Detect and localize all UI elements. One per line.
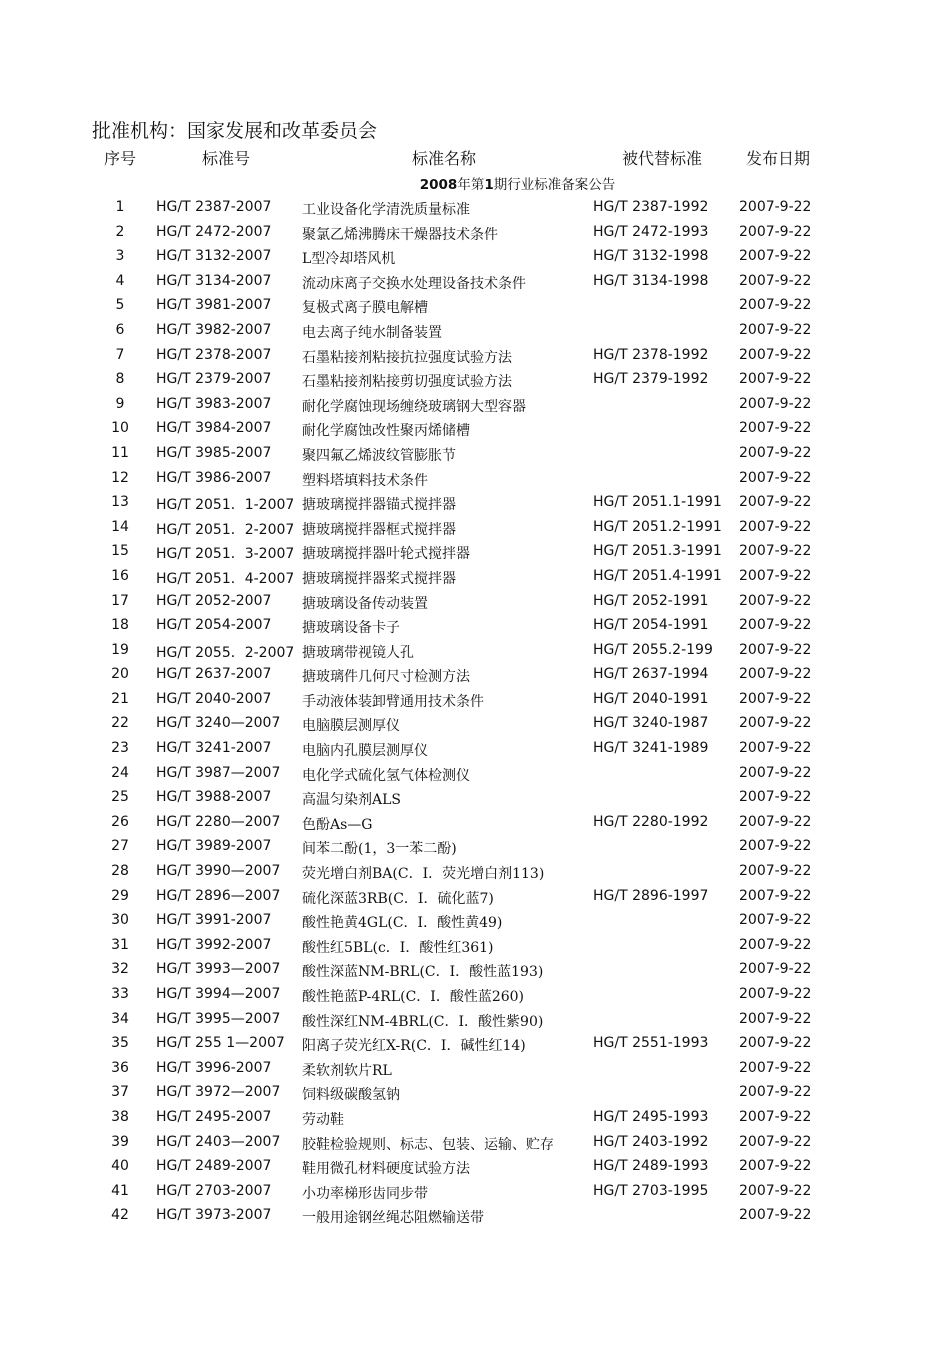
row-serial-no: 2: [115, 223, 125, 240]
row-release-date: 2007-9-22: [739, 1182, 812, 1199]
row-serial-no: 14: [111, 518, 129, 535]
row-standard-name: 劳动鞋: [302, 1111, 344, 1128]
row-release-date: 2007-9-22: [739, 838, 812, 855]
row-standard-code: HG/T 3987—2007: [156, 764, 281, 781]
row-serial-no: 34: [111, 1010, 129, 1027]
table-row: [0, 761, 950, 786]
table-row: [0, 1203, 950, 1228]
row-standard-code: HG/T 3996-2007: [156, 1059, 272, 1076]
row-standard-name: L型冷却塔风机: [302, 251, 396, 268]
row-standard-code: HG/T 3992-2007: [156, 936, 272, 953]
row-standard-name: 电去离子纯水制备装置: [302, 324, 442, 341]
row-standard-code: HG/T 2379-2007: [156, 371, 272, 388]
row-standard-code: HG/T 3973-2007: [156, 1207, 272, 1224]
row-serial-no: 11: [111, 444, 129, 461]
notice-title: [0, 173, 950, 193]
table-row: [0, 441, 950, 466]
row-release-date: 2007-9-22: [739, 863, 812, 880]
table-row: [0, 367, 950, 392]
row-release-date: 2007-9-22: [739, 469, 812, 486]
table-row: [0, 1130, 950, 1155]
row-serial-no: 25: [111, 789, 129, 806]
table-row: [0, 515, 950, 540]
row-standard-name: 色酚As—G: [302, 816, 373, 833]
row-release-date: 2007-9-22: [739, 199, 812, 215]
table-row: [0, 416, 950, 441]
row-standard-name: 间苯二酚(1，3一苯二酚): [302, 841, 457, 858]
table-row: [0, 834, 950, 859]
row-release-date: 2007-9-22: [739, 494, 812, 511]
row-standard-name: 耐化学腐蚀改性聚丙烯储槽: [302, 423, 470, 440]
row-replaced-standard: HG/T 2051.4-1991: [593, 567, 722, 584]
row-serial-no: 35: [111, 1035, 129, 1052]
row-serial-no: 29: [111, 887, 129, 904]
row-release-date: 2007-9-22: [739, 1035, 812, 1052]
row-standard-code: HG/T 2472-2007: [156, 223, 272, 240]
row-standard-name: 酸性红5BL(c．I．酸性红361): [302, 939, 494, 956]
table-row: [0, 392, 950, 417]
row-standard-name: 硫化深蓝3RB(C．I．硫化蓝7): [302, 890, 494, 907]
row-standard-name: 工业设备化学清洗质量标准: [302, 202, 470, 218]
table-row: [0, 1007, 950, 1032]
row-standard-name: 耐化学腐蚀现场缠绕玻璃钢大型容器: [302, 398, 526, 415]
row-standard-code: HG/T 3994—2007: [156, 986, 281, 1002]
row-standard-name: 鞋用微孔材料硬度试验方法: [302, 1161, 470, 1178]
row-standard-name: 流动床离子交换水处理设备技术条件: [302, 275, 526, 292]
row-release-date: 2007-9-22: [739, 1059, 812, 1076]
row-serial-no: 1: [115, 199, 125, 215]
table-row: [0, 318, 950, 343]
row-serial-no: 16: [111, 567, 129, 584]
table-row: [0, 269, 950, 294]
row-replaced-standard: HG/T 3241-1989: [593, 740, 709, 757]
row-serial-no: 26: [111, 813, 129, 830]
row-standard-code: HG/T 3134-2007: [156, 272, 272, 289]
row-standard-code: HG/T 2280—2007: [156, 813, 281, 830]
notice-year: 2008: [419, 177, 458, 193]
row-standard-code: HG/T 3241-2007: [156, 740, 272, 757]
row-release-date: 2007-9-22: [739, 1108, 812, 1125]
row-release-date: 2007-9-22: [739, 1133, 812, 1150]
row-serial-no: 23: [111, 740, 129, 757]
row-release-date: 2007-9-22: [739, 420, 812, 437]
table-row: [0, 1080, 950, 1105]
row-release-date: 2007-9-22: [739, 444, 812, 461]
row-serial-no: 19: [111, 641, 129, 658]
row-standard-name: 一般用途钢丝绳芯阻燃输送带: [302, 1210, 484, 1227]
row-standard-code: HG/T 2489-2007: [156, 1158, 272, 1175]
notice-text-1: 年第: [457, 177, 485, 193]
row-release-date: 2007-9-22: [739, 223, 812, 240]
row-standard-code: HG/T 3984-2007: [156, 420, 272, 437]
row-release-date: 2007-9-22: [739, 1158, 812, 1175]
row-standard-code: HG/T 2387-2007: [156, 199, 272, 215]
row-standard-code: HG/T 2896—2007: [156, 887, 281, 904]
row-standard-name: 胶鞋检验规则、标志、包装、运输、贮存: [302, 1136, 554, 1153]
row-serial-no: 9: [115, 395, 125, 412]
row-standard-code: HG/T 2040-2007: [156, 690, 272, 707]
row-standard-name: 聚四氟乙烯波纹管膨胀节: [302, 447, 456, 464]
row-serial-no: 7: [115, 346, 125, 363]
row-serial-no: 22: [111, 715, 129, 732]
row-standard-code: HG/T 3240—2007: [156, 715, 281, 732]
row-replaced-standard: HG/T 2495-1993: [593, 1108, 709, 1125]
row-serial-no: 6: [115, 321, 125, 338]
row-serial-no: 18: [111, 617, 129, 634]
row-standard-name: 小功率梯形齿同步带: [302, 1185, 428, 1202]
row-replaced-standard: HG/T 2055.2-199: [593, 641, 713, 658]
row-serial-no: 13: [111, 494, 129, 511]
table-row: [0, 220, 950, 245]
row-release-date: 2007-9-22: [739, 617, 812, 634]
row-standard-code: HG/T 2052-2007: [156, 592, 272, 609]
row-release-date: 2007-9-22: [739, 789, 812, 806]
row-standard-name: 酸性深蓝NM-BRL(C．I．酸性蓝193): [302, 964, 544, 981]
row-serial-no: 12: [111, 469, 129, 486]
table-row: [0, 293, 950, 318]
row-standard-name: 酸性艳蓝P-4RL(C．I．酸性蓝260): [302, 989, 525, 1005]
row-standard-name: 电脑膜层测厚仪: [302, 718, 400, 735]
row-standard-name: 手动液体装卸臂通用技术条件: [302, 693, 484, 710]
header-standard-code: 标准号: [202, 149, 251, 168]
row-standard-code: HG/T 3989-2007: [156, 838, 272, 855]
row-replaced-standard: HG/T 3132-1998: [593, 248, 709, 265]
row-serial-no: 21: [111, 690, 129, 707]
row-standard-name: 聚氯乙烯沸腾床干燥器技术条件: [302, 226, 498, 243]
row-release-date: 2007-9-22: [739, 395, 812, 412]
row-release-date: 2007-9-22: [739, 1084, 812, 1101]
row-standard-name: 塑料塔填料技术条件: [302, 472, 428, 489]
row-standard-code: HG/T 3993—2007: [156, 961, 281, 978]
row-replaced-standard: HG/T 2387-1992: [593, 199, 709, 215]
table-row: [0, 982, 950, 1007]
row-serial-no: 38: [111, 1108, 129, 1125]
row-serial-no: 37: [111, 1084, 129, 1101]
row-standard-name: 柔软剂软片RL: [302, 1062, 392, 1079]
row-standard-code: HG/T 3991-2007: [156, 912, 272, 929]
row-serial-no: 15: [111, 543, 129, 560]
row-standard-name: 酸性艳黄4GL(C．I．酸性黄49): [302, 915, 503, 932]
table-row: [0, 957, 950, 982]
row-standard-code: HG/T 3972—2007: [156, 1084, 281, 1101]
row-serial-no: 17: [111, 592, 129, 609]
table-row: [0, 539, 950, 564]
row-replaced-standard: HG/T 2051.3-1991: [593, 543, 722, 560]
row-release-date: 2007-9-22: [739, 248, 812, 265]
row-standard-code: HG/T 3995—2007: [156, 1010, 281, 1027]
table-row: [0, 490, 950, 515]
row-standard-code: HG/T 2051．1-2007: [156, 497, 295, 514]
row-release-date: 2007-9-22: [739, 321, 812, 338]
row-replaced-standard: HG/T 2472-1993: [593, 223, 709, 240]
header-replaced-standard: 被代替标准: [622, 149, 703, 168]
table-row: [0, 638, 950, 663]
row-release-date: 2007-9-22: [739, 740, 812, 757]
row-standard-name: 酸性深红NM-4BRL(C．I．酸性紫90): [302, 1013, 544, 1030]
table-row: [0, 1105, 950, 1130]
table-row: [0, 736, 950, 761]
table-row: [0, 933, 950, 958]
row-serial-no: 3: [115, 248, 125, 265]
row-release-date: 2007-9-22: [739, 986, 812, 1002]
row-serial-no: 32: [111, 961, 129, 978]
approval-authority: 批准机构：国家发展和改革委员会: [92, 120, 378, 142]
row-release-date: 2007-9-22: [739, 272, 812, 289]
table-row: [0, 1031, 950, 1056]
table-row: [0, 195, 950, 220]
row-standard-name: 搪玻璃设备传动装置: [302, 595, 428, 612]
row-standard-name: 搪玻璃件几何尺寸检测方法: [302, 669, 470, 686]
row-standard-code: HG/T 3981-2007: [156, 297, 272, 314]
row-standard-code: HG/T 2051．4-2007: [156, 570, 295, 587]
row-release-date: 2007-9-22: [739, 912, 812, 929]
table-row: [0, 1154, 950, 1179]
row-replaced-standard: HG/T 2052-1991: [593, 592, 709, 609]
row-standard-name: 电脑内孔膜层测厚仪: [302, 743, 428, 760]
row-standard-code: HG/T 3988-2007: [156, 789, 272, 806]
row-replaced-standard: HG/T 2054-1991: [593, 617, 709, 634]
table-row: [0, 589, 950, 614]
row-standard-name: 搪玻璃搅拌器桨式搅拌器: [302, 570, 456, 587]
row-release-date: 2007-9-22: [739, 715, 812, 732]
header-serial-no: 序号: [104, 149, 137, 168]
row-serial-no: 36: [111, 1059, 129, 1076]
table-row: [0, 466, 950, 491]
table-row: [0, 613, 950, 638]
standards-table: [0, 195, 950, 1228]
row-serial-no: 41: [111, 1182, 129, 1199]
row-replaced-standard: HG/T 2280-1992: [593, 813, 709, 830]
row-standard-code: HG/T 2378-2007: [156, 346, 272, 363]
row-standard-code: HG/T 255 1—2007: [156, 1035, 285, 1052]
row-release-date: 2007-9-22: [739, 690, 812, 707]
row-standard-code: HG/T 2403—2007: [156, 1133, 281, 1150]
row-standard-name: 电化学式硫化氢气体检测仪: [302, 767, 470, 784]
notice-issue: 1: [484, 177, 494, 193]
table-row: [0, 908, 950, 933]
row-replaced-standard: HG/T 2040-1991: [593, 690, 709, 707]
row-standard-code: HG/T 3985-2007: [156, 444, 272, 461]
row-serial-no: 8: [115, 371, 125, 388]
row-standard-code: HG/T 3990—2007: [156, 863, 281, 880]
row-serial-no: 31: [111, 936, 129, 953]
row-standard-code: HG/T 3982-2007: [156, 321, 272, 338]
row-serial-no: 33: [111, 986, 129, 1002]
row-release-date: 2007-9-22: [739, 961, 812, 978]
row-replaced-standard: HG/T 2379-1992: [593, 371, 709, 388]
row-standard-name: 石墨粘接剂粘接剪切强度试验方法: [302, 374, 512, 391]
table-row: [0, 785, 950, 810]
row-standard-name: 石墨粘接剂粘接抗拉强度试验方法: [302, 349, 512, 366]
row-standard-name: 搪玻璃搅拌器框式搅拌器: [302, 521, 456, 538]
row-serial-no: 20: [111, 666, 129, 683]
row-standard-code: HG/T 2703-2007: [156, 1182, 272, 1199]
row-standard-code: HG/T 2055．2-2007: [156, 644, 295, 661]
row-release-date: 2007-9-22: [739, 666, 812, 683]
row-release-date: 2007-9-22: [739, 518, 812, 535]
row-serial-no: 4: [115, 272, 125, 289]
row-standard-code: HG/T 2495-2007: [156, 1108, 272, 1125]
row-standard-name: 饲料级碳酸氢钠: [302, 1087, 400, 1104]
row-replaced-standard: HG/T 2896-1997: [593, 887, 709, 904]
table-row: [0, 810, 950, 835]
row-serial-no: 30: [111, 912, 129, 929]
row-serial-no: 42: [111, 1207, 129, 1224]
table-row: [0, 711, 950, 736]
row-release-date: 2007-9-22: [739, 936, 812, 953]
table-row: [0, 859, 950, 884]
row-standard-code: HG/T 2051．2-2007: [156, 521, 295, 538]
row-standard-code: HG/T 2637-2007: [156, 666, 272, 683]
row-release-date: 2007-9-22: [739, 346, 812, 363]
row-release-date: 2007-9-22: [739, 887, 812, 904]
row-release-date: 2007-9-22: [739, 1010, 812, 1027]
table-row: [0, 244, 950, 269]
row-release-date: 2007-9-22: [739, 297, 812, 314]
row-standard-name: 复极式离子膜电解槽: [302, 300, 428, 317]
row-standard-code: HG/T 3986-2007: [156, 469, 272, 486]
row-replaced-standard: HG/T 2637-1994: [593, 666, 709, 683]
row-serial-no: 10: [111, 420, 129, 437]
table-row: [0, 343, 950, 368]
row-standard-code: HG/T 3132-2007: [156, 248, 272, 265]
row-release-date: 2007-9-22: [739, 813, 812, 830]
row-standard-code: HG/T 2051．3-2007: [156, 546, 295, 563]
table-row: [0, 662, 950, 687]
table-row: [0, 1179, 950, 1204]
row-replaced-standard: HG/T 2489-1993: [593, 1158, 709, 1175]
row-standard-name: 荧光增白剂BA(C．I．荧光增白剂113): [302, 866, 545, 883]
row-replaced-standard: HG/T 2703-1995: [593, 1182, 709, 1199]
row-standard-name: 高温匀染剂ALS: [302, 792, 401, 809]
row-standard-name: 搪玻璃设备卡子: [302, 620, 400, 637]
row-replaced-standard: HG/T 2403-1992: [593, 1133, 709, 1150]
row-replaced-standard: HG/T 2378-1992: [593, 346, 709, 363]
row-serial-no: 40: [111, 1158, 129, 1175]
row-replaced-standard: HG/T 2051.2-1991: [593, 518, 722, 535]
table-row: [0, 687, 950, 712]
row-release-date: 2007-9-22: [739, 567, 812, 584]
row-replaced-standard: HG/T 3134-1998: [593, 272, 709, 289]
header-release-date: 发布日期: [746, 149, 811, 168]
row-replaced-standard: HG/T 2551-1993: [593, 1035, 709, 1052]
table-row: [0, 884, 950, 909]
row-release-date: 2007-9-22: [739, 371, 812, 388]
row-standard-code: HG/T 2054-2007: [156, 617, 272, 634]
row-standard-name: 搪玻璃搅拌器锚式搅拌器: [302, 497, 456, 514]
row-release-date: 2007-9-22: [739, 641, 812, 658]
row-standard-name: 搪玻璃带视镜人孔: [302, 644, 414, 661]
row-release-date: 2007-9-22: [739, 543, 812, 560]
table-row: [0, 1056, 950, 1081]
row-standard-name: 阳离子荧光红X-R(C．I．碱性红14): [302, 1038, 526, 1055]
row-release-date: 2007-9-22: [739, 592, 812, 609]
row-replaced-standard: HG/T 2051.1-1991: [593, 494, 722, 511]
table-row: [0, 564, 950, 589]
row-standard-name: 搪玻璃搅拌器叶轮式搅拌器: [302, 546, 470, 563]
row-serial-no: 28: [111, 863, 129, 880]
row-release-date: 2007-9-22: [739, 1207, 812, 1224]
notice-text-2: 期行业标准备案公告: [493, 177, 616, 193]
row-serial-no: 39: [111, 1133, 129, 1150]
header-standard-name: 标准名称: [412, 149, 477, 168]
row-serial-no: 5: [115, 297, 125, 314]
row-release-date: 2007-9-22: [739, 764, 812, 781]
row-serial-no: 24: [111, 764, 129, 781]
row-standard-code: HG/T 3983-2007: [156, 395, 272, 412]
row-serial-no: 27: [111, 838, 129, 855]
row-replaced-standard: HG/T 3240-1987: [593, 715, 709, 732]
